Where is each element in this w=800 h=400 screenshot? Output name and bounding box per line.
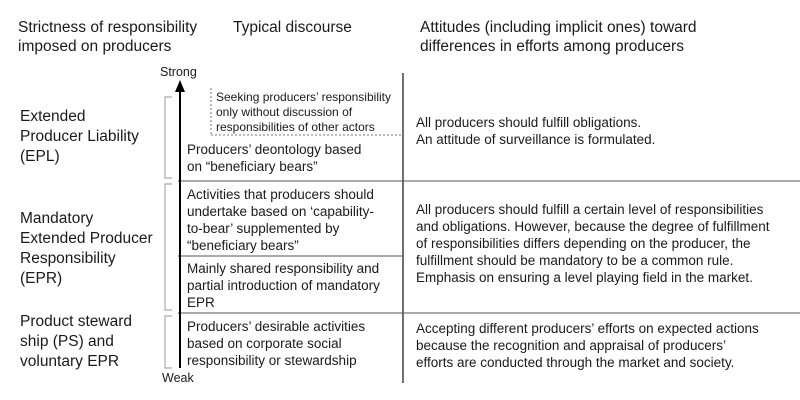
category-epr: Mandatory Extended Producer Responsibility (EPR): [20, 210, 153, 287]
discourse-epl-sub: Seeking producers’ responsibility only without discussion of responsibilities of other actors: [216, 90, 391, 134]
bracket-epl: [165, 97, 172, 178]
attitude-epr: All producers should fulfill a certain level of responsibilities and obligations. However, because the degree of fulfillment of responsibilities differs depending on the producer, the fulfillment should be mandatory to be a common rule. Emphasis on ensuring a level playing field in the market.: [416, 202, 770, 285]
strength-axis-arrowhead: [175, 80, 185, 92]
discourse-ps: Producers’ desirable activities based on corporate social responsibility or stewardship: [187, 319, 366, 368]
discourse-epr-shared: Mainly shared responsibility and partial introduction of mandatory EPR: [187, 261, 380, 310]
axis-label-weak: Weak: [162, 371, 194, 385]
header-strictness: Strictness of responsibility imposed on producers: [18, 19, 198, 55]
attitude-epl: All producers should fulfill obligations. An attitude of surveillance is formulated.: [416, 115, 656, 147]
attitude-ps: Accepting different producers’ efforts on expected actions because the recognition and appraisal of producers’ efforts are conducted through the market and society.: [416, 321, 759, 370]
header-attitudes: Attitudes (including implicit ones) toward differences in efforts among producers: [420, 19, 697, 55]
bracket-epr: [165, 184, 172, 310]
category-epl: Extended Producer Liability (EPL): [20, 108, 139, 165]
axis-label-strong: Strong: [160, 65, 197, 79]
header-discourse: Typical discourse: [233, 19, 352, 36]
discourse-epr-main: Activities that producers should undertake based on ‘capability- to-bear’ supplemented by “beneficiary bears”: [187, 187, 374, 253]
bracket-ps: [165, 316, 172, 368]
discourse-epl-main: Producers’ deontology based on “beneficiary bears”: [187, 142, 362, 174]
category-ps: Product steward ship (PS) and voluntary EPR: [20, 313, 132, 370]
